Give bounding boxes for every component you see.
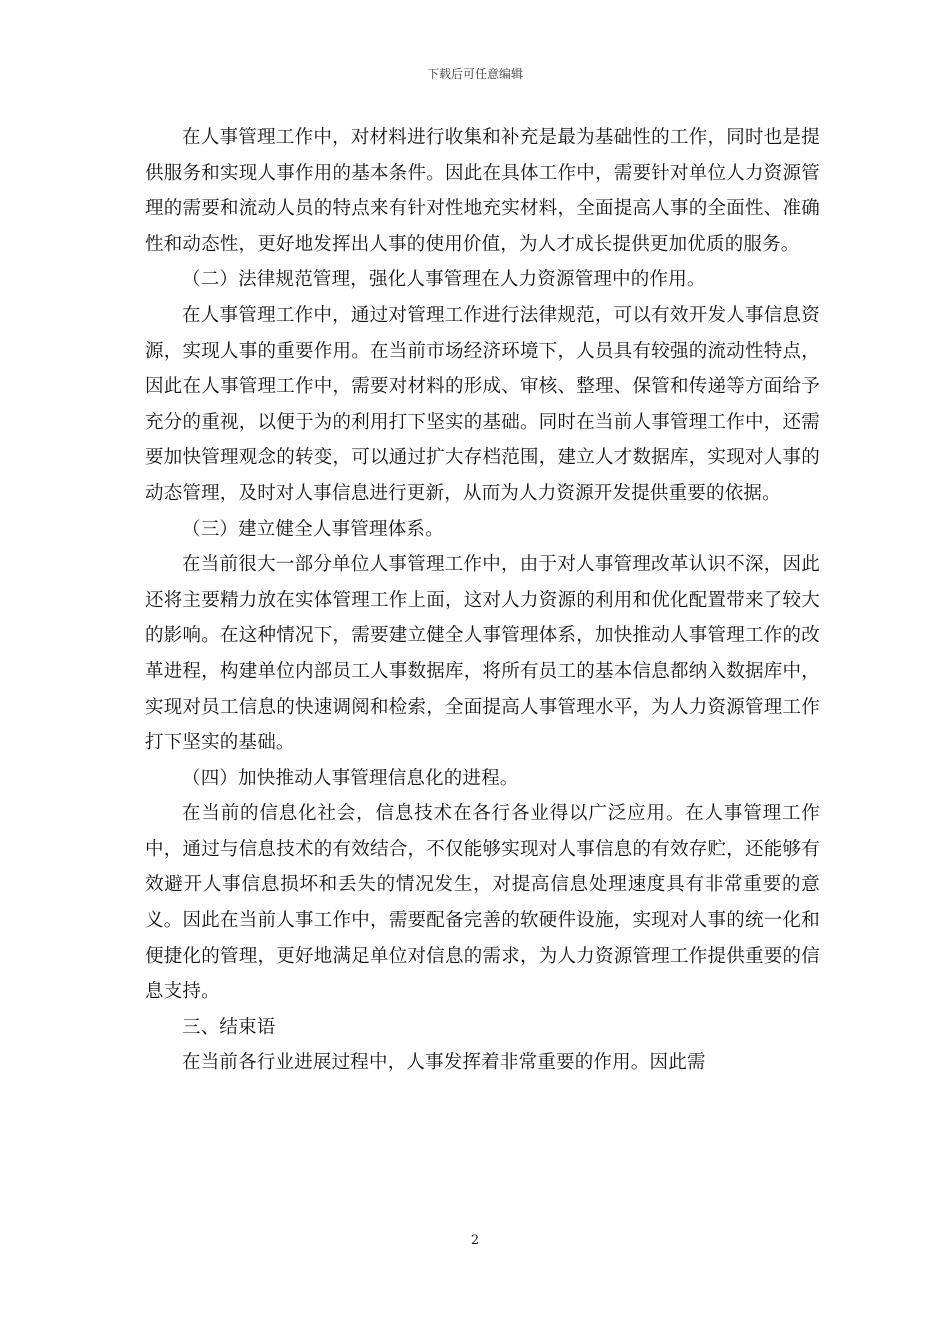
paragraph-legal-management: 在人事管理工作中，通过对管理工作进行法律规范，可以有效开发人事信息资源，实现人事的重要作用。在当前市场经济环境下，人员具有较强的流动性特点，因此在人事管理工作中，需要对材料的形成、审核、整理、保管和传递等方面给予充分的重视，以便于为的利用打下坚实的基础。同时在当前人事管理工作中，还需要加快管理观念的转变，可以通过扩大存档范围，建立人才数据库，实现对人事的动态管理，及时对人事信息进行更新，从而为人力资源开发提供重要的依据。 [145,304,820,504]
paragraph-management-system: 在当前很大一部分单位人事管理工作中，由于对人事管理改革认识不深，因此还将主要精力放在实体管理工作上面，这对人力资源的利用和优化配置带来了较大的影响。在这种情况下，需要建立健全人事管理体系，加快推动人事管理工作的改革进程，构建单位内部员工人事数据库，将所有员工的基本信息都纳入数据库中，实现对员工信息的快速调阅和检索，全面提高人事管理水平，为人力资源管理工作打下坚实的基础。 [145,554,820,754]
section-heading-management-system: （三）建立健全人事管理体系。 [182,518,444,540]
document-body [145,120,820,1081]
section-heading-conclusion: 三、结束语 [182,1016,276,1038]
paragraph-conclusion: 在当前各行业进展过程中，人事发挥着非常重要的作用。因此需 [182,1052,706,1074]
section-heading-legal-management: （二）法律规范管理，强化人事管理在人力资源管理中的作用。 [182,269,706,291]
paragraph-informatization: 在当前的信息化社会，信息技术在各行各业得以广泛应用。在人事管理工作中，通过与信息技术的有效结合，不仅能够实现对人事信息的有效存贮，还能够有效避开人事信息损坏和丢失的情况发生，对提高信息处理速度具有非常重要的意义。因此在当前人事工作中，需要配备完善的软硬件设施，实现对人事的统一化和便捷化的管理，更好地满足单位对信息的需求，为人力资源管理工作提供重要的信息支持。 [145,803,820,1003]
section-heading-informatization: （四）加快推动人事管理信息化的进程。 [182,767,519,789]
page-number: 2 [470,1233,480,1248]
page-header: 下载后可任意编辑 [426,67,523,81]
paragraph-materials-collection: 在人事管理工作中，对材料进行收集和补充是最为基础性的工作，同时也是提供服务和实现人事作用的基本条件。因此在具体工作中，需要针对单位人力资源管理的需要和流动人员的特点来有针对性地充实材料，全面提高人事的全面性、准确性和动态性，更好地发挥出人事的使用价值，为人才成长提供更加优质的服务。 [145,127,820,255]
